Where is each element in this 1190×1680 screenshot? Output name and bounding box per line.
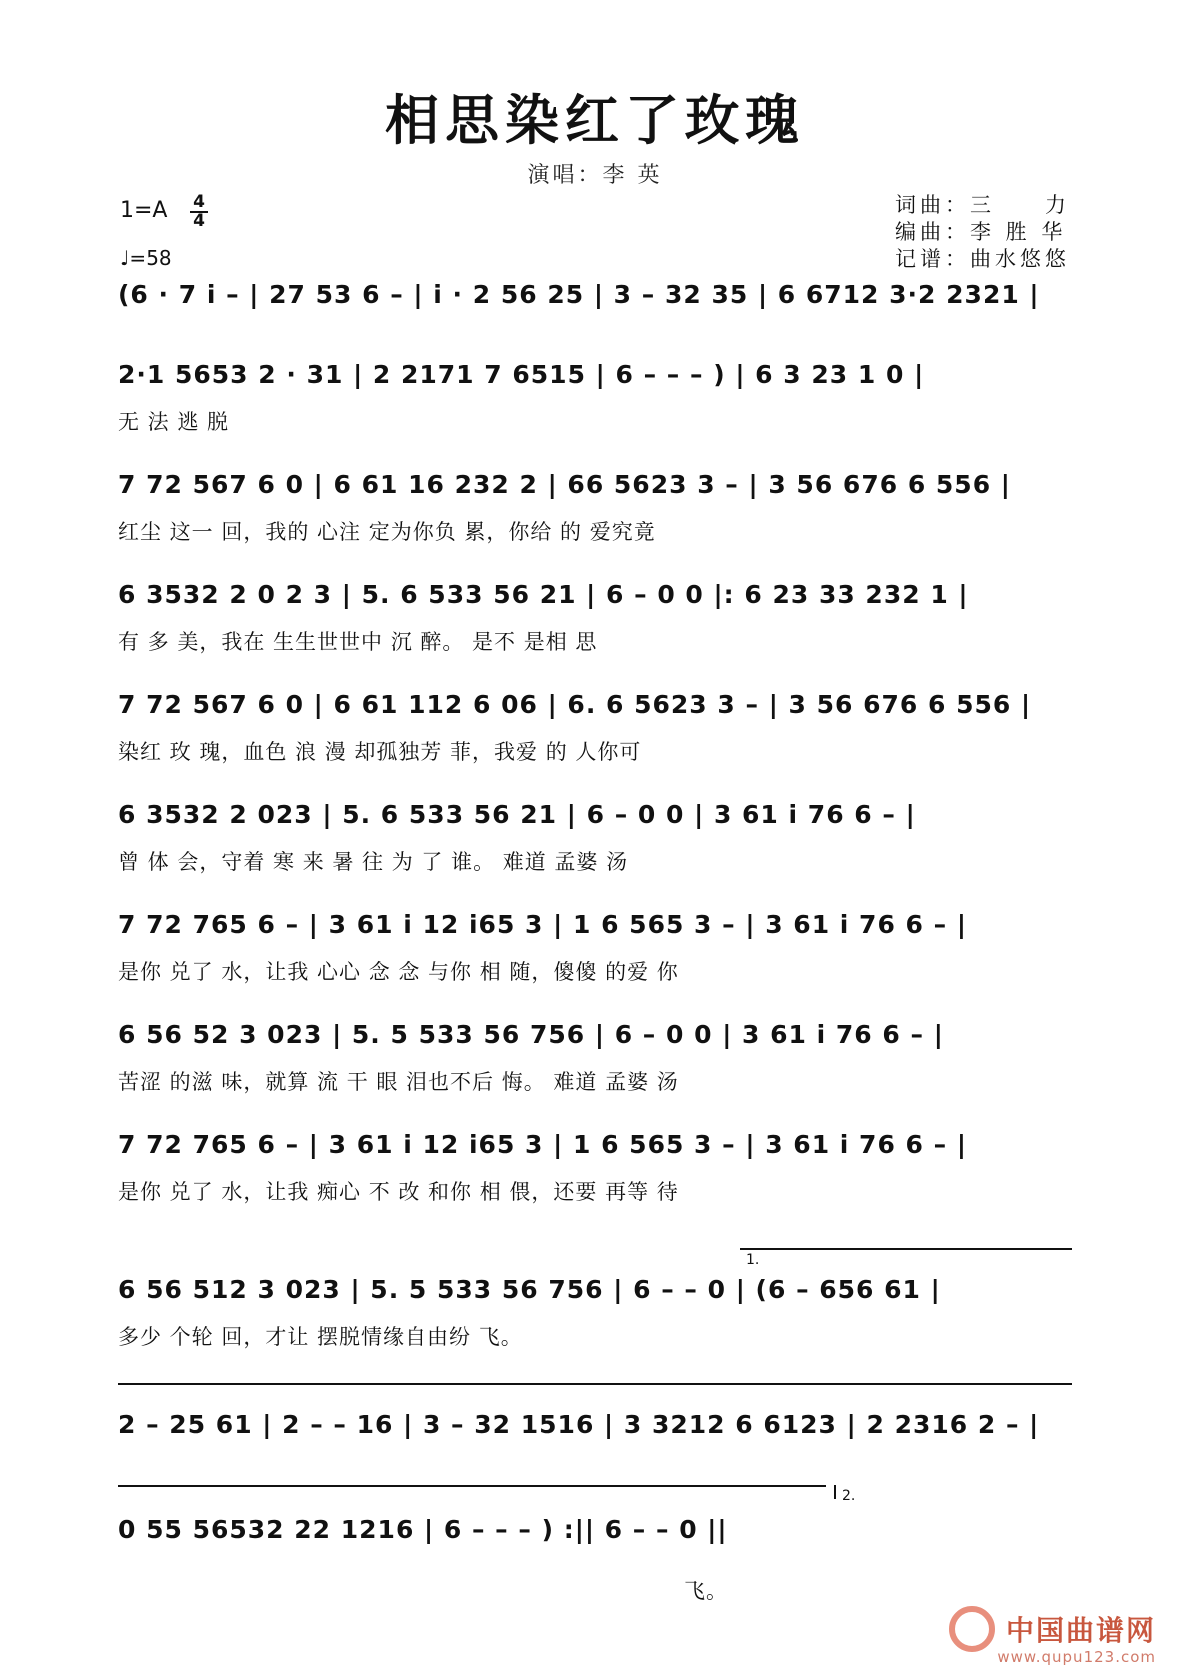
lyric-line: 曾 体 会，守着 寒 来 暑 往 为 了 谁。 难道 孟婆 汤: [118, 850, 629, 874]
lyric-line: [118, 326, 1072, 356]
key-signature: 1=A: [120, 198, 168, 223]
time-signature-bottom: 4: [190, 211, 208, 230]
final-lyric: 飞。: [684, 1579, 728, 1603]
notation-line: 7 72 567 6 0 | 6 61 16 232 2 | 66 5623 3 – | 3 56 676 6 556 |: [118, 470, 1011, 499]
credit-transcriber: 记谱：曲水悠悠: [895, 247, 1070, 271]
notation-line: 7 72 567 6 0 | 6 61 112 6 06 | 6. 6 5623 3 – | 3 56 676 6 556 |: [118, 690, 1032, 719]
watermark-url: www.qupu123.com: [997, 1648, 1156, 1666]
notation-line: 2 – 25 61 | 2 – – 16 | 3 – 32 1516 | 3 3212 6 6123 | 2 2316 2 – |: [118, 1410, 1040, 1439]
notation-line: 6 3532 2 0 2 3 | 5. 6 533 56 21 | 6 – 0 0 |: 6 23 33 232 1 |: [118, 580, 969, 609]
tempo-mark: ♩=58: [120, 246, 172, 270]
credit-arranger: 编曲：李 胜 华: [895, 220, 1067, 244]
watermark: [949, 1606, 1156, 1666]
watermark-logo-icon: [949, 1606, 995, 1652]
second-ending-label: 2.: [842, 1488, 856, 1504]
lyric-line: 有 多 美，我在 生生世世中 沉 醉。 是不 是相 思: [118, 630, 598, 654]
notation-line: 6 56 512 3 023 | 5. 5 533 56 756 | 6 – – 0 | (6 – 656 61 |: [118, 1275, 941, 1304]
credit-lyrics-music: 词曲：三 力: [895, 193, 1070, 217]
notation-line: 7 72 765 6 – | 3 61 i 12 i65 3 | 1 6 565 3 – | 3 61 i 76 6 – |: [118, 1130, 967, 1159]
time-signature: [190, 194, 208, 230]
time-signature-top: 4: [193, 192, 205, 212]
second-ending-bracket-left: [834, 1485, 836, 1499]
watermark-name: 中国曲谱网: [1005, 1614, 1156, 1647]
lyric-line: 是你 兑了 水，让我 心心 念 念 与你 相 随，傻傻 的爱 你: [118, 960, 679, 984]
lyric-line: 是你 兑了 水，让我 痴心 不 改 和你 相 偎，还要 再等 待: [118, 1180, 679, 1204]
notation-line: 2·1 5653 2 · 31 | 2 2171 7 6515 | 6 – – – ) | 6 3 23 1 0 |: [118, 360, 925, 389]
notation-line: 6 3532 2 023 | 5. 6 533 56 21 | 6 – 0 0 | 3 61 i 76 6 – |: [118, 800, 916, 829]
song-title: 相思染红了玫瑰: [385, 88, 805, 152]
notation-line: 0 55 56532 22 1216 | 6 – – – ) :|| 6 – – 0 ||: [118, 1515, 728, 1544]
first-ending-label: 1.: [746, 1252, 760, 1268]
notation-line: 7 72 765 6 – | 3 61 i 12 i65 3 | 1 6 565 3 – | 3 61 i 76 6 – |: [118, 910, 967, 939]
notation-line: 6 56 52 3 023 | 5. 5 533 56 756 | 6 – 0 0 | 3 61 i 76 6 – |: [118, 1020, 944, 1049]
credits-block: [895, 192, 1070, 273]
lyric-line: 多少 个轮 回，才让 摆脱情缘自由纷 飞。: [118, 1325, 523, 1349]
lyric-line: 染红 玫 瑰，血色 浪 漫 却孤独芳 菲，我爱 的 人你可: [118, 740, 642, 764]
singer-line: 演唱：李 英: [527, 163, 663, 188]
lyric-line: 苦涩 的滋 味，就算 流 干 眼 泪也不后 悔。 难道 孟婆 汤: [118, 1070, 679, 1094]
lyric-line: 无 法 逃 脱: [118, 410, 230, 434]
lyric-line: 红尘 这一 回，我的 心注 定为你负 累，你给 的 爱究竟: [118, 520, 656, 544]
first-ending-bracket: [740, 1248, 1072, 1250]
first-ending-bracket-end: [118, 1485, 826, 1487]
first-ending-bracket-continued: [118, 1383, 1072, 1385]
notation-line: (6 · 7 i – | 27 53 6 – | i · 2 56 25 | 3 – 32 35 | 6 6712 3·2 2321 |: [118, 280, 1040, 309]
